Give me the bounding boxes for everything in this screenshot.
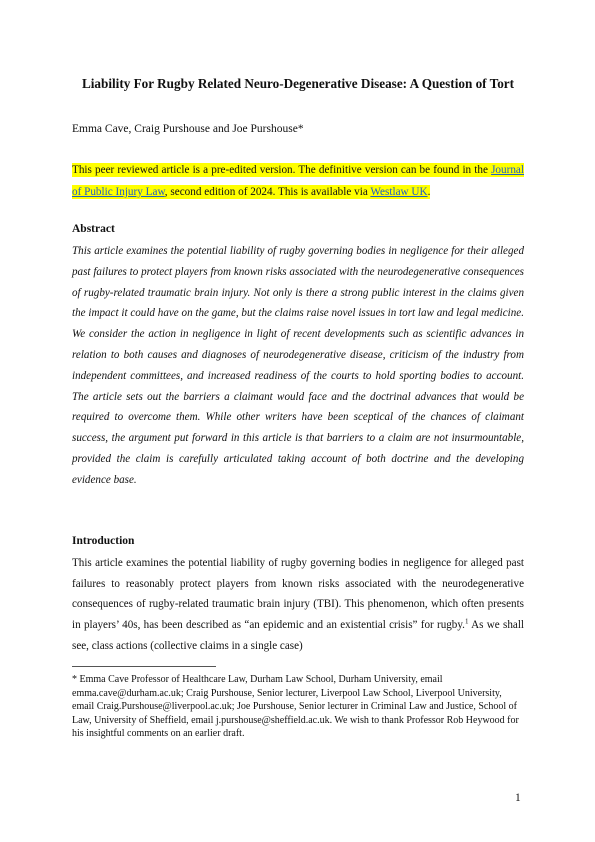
introduction-heading: Introduction [72,535,135,547]
abstract-text: This article examines the potential liability of rugby governing bodies in negligence for their alleged past failures to protect players from known risks associated with the neurodegenerative consequences of rugby-related traumatic brain injury. Not only is there a strong public interest in the claims given the impact it could have on the game, but the claims raise novel issues in tort law and legal medicine. We consider the action in negligence in light of recent developments such as scientific advances in relation to both causes and diagnoses of neurodegenerative disease, criticism of the industry from independent committees, and increased readiness of the courts to hold sporting bodies to account. The article sets out the barriers a claimant would face and the doctrinal advances that would be required to overcome them. While other writers have been sceptical of the chances of claimant success, the argument put forward in this article is that barriers to a claim are not insurmountable, provided the claim is carefully articulated taking account of both doctrine and the developing evidence base. [72,245,524,486]
footnote-marker[interactable]: 1 [464,617,469,626]
author-footnote: * Emma Cave Professor of Healthcare Law, Durham Law School, Durham University, email emma.cave@durham.ac.uk; Craig Purshouse, Senior lecturer, Liverpool Law School, Liverpool University, email Craig.Purshouse@liverpool.ac.uk; Joe Purshouse, Senior lecturer in Criminal Law and Justice, School of Law, University of Sheffield, email j.purshouse@sheffield.ac.uk. We wish to thank Professor Rob Heywood for his insightful comments on an earlier draft. [72,674,519,740]
notice-text-1: This peer reviewed article is a pre-edited version. The definitive version can be found in the [72,164,492,176]
author-list: Emma Cave, Craig Purshouse and Joe Purshouse* [72,123,304,135]
article-title: Liability For Rugby Related Neuro-Degenerative Disease: A Question of Tort [81,76,515,91]
page-number: 1 [515,792,521,804]
intro-text-1: This article examines the potential liability of rugby governing bodies in negligence for alleged past failures to reasonably protect players from known risks associated with the neurodegenerative consequences of rugby-related traumatic brain injury (TBI). This phenomenon, which often presents in players’ 40s, has been described as “an epidemic and an existential crisis” for rugby. [72,557,524,632]
notice-text-3: . [427,186,431,198]
version-notice [72,159,524,203]
footnote-divider [72,666,216,667]
abstract-heading: Abstract [72,223,115,235]
journal-link[interactable]: Journal of Public Injury Law [72,164,524,198]
notice-text-2: , second edition of 2024. This is available via [164,186,371,198]
intro-text-2: As we shall see, class actions (collective claims in a single case) [72,619,524,652]
westlaw-link[interactable]: Westlaw UK [370,186,428,198]
notice-highlight [72,163,524,199]
introduction-text [72,553,524,657]
